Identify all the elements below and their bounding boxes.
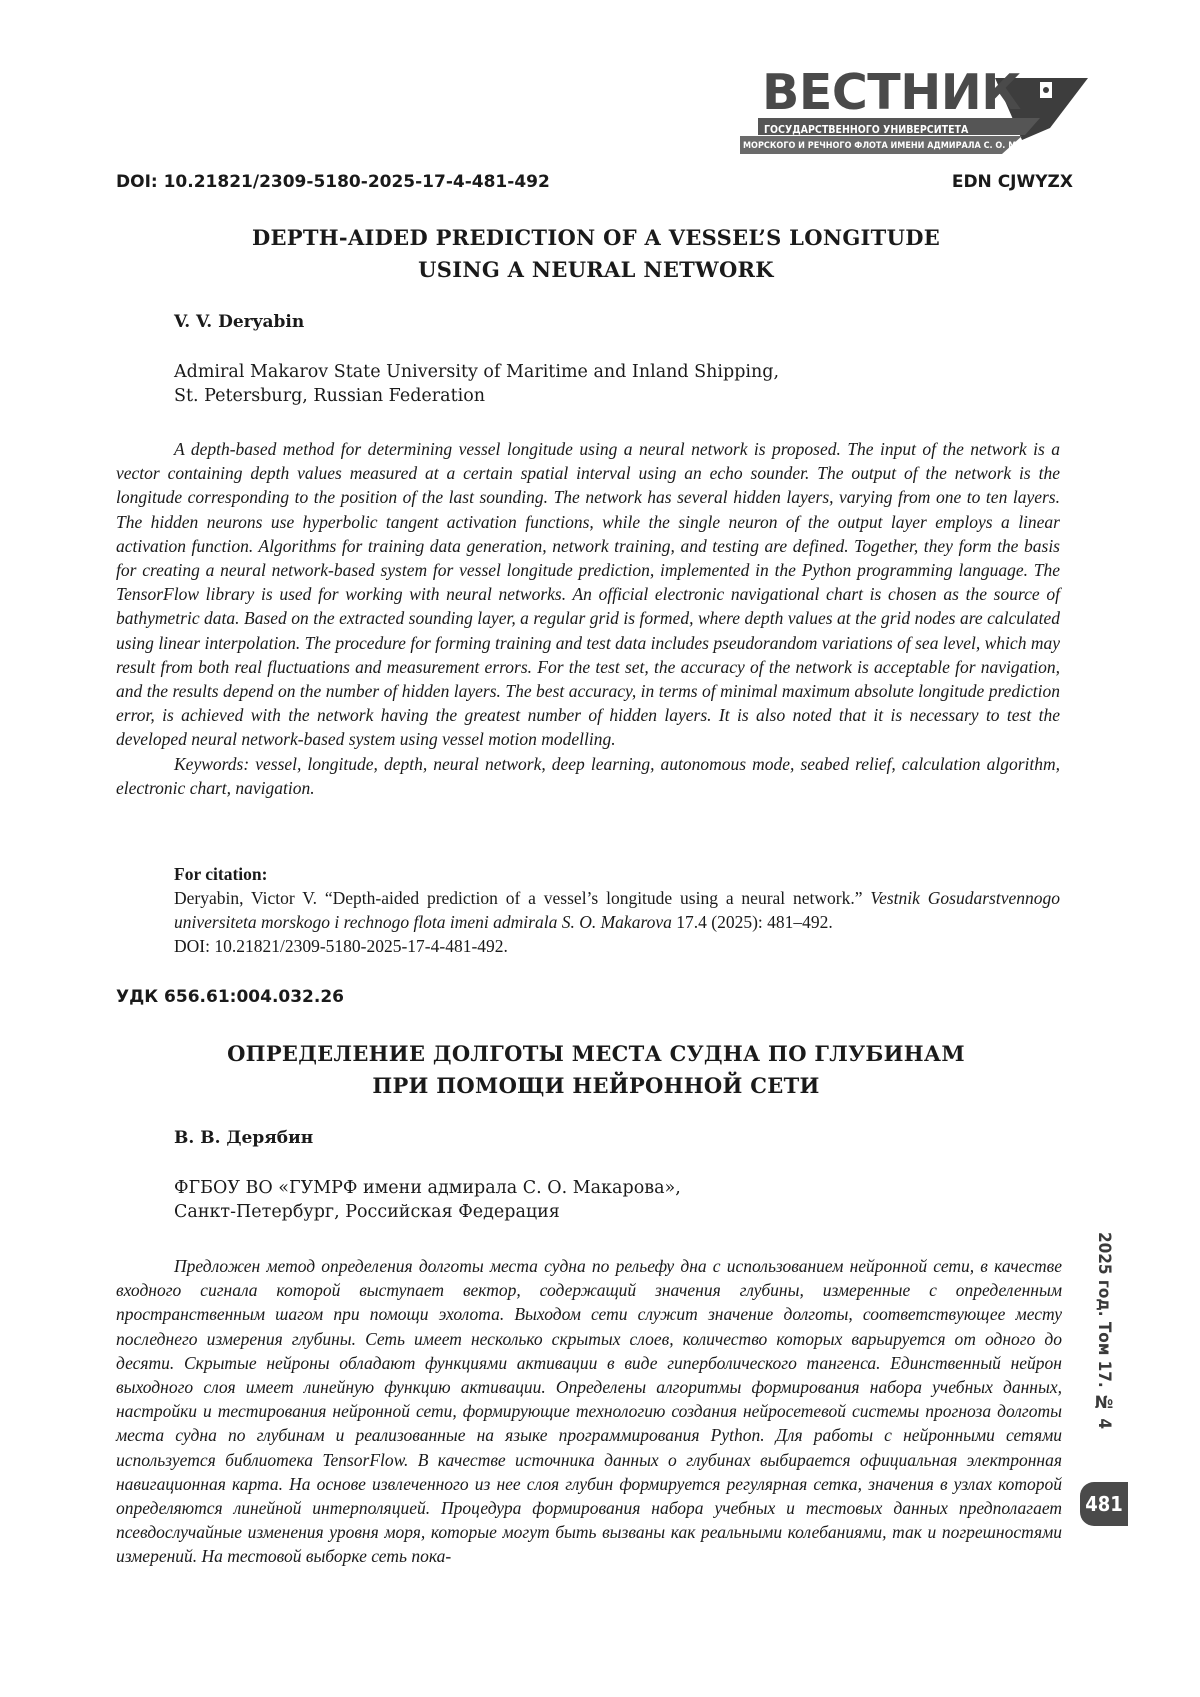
english-title-line-2: USING A NEURAL NETWORK bbox=[418, 257, 774, 282]
russian-affiliation bbox=[174, 1176, 681, 1224]
side-marker bbox=[1080, 1232, 1130, 1562]
russian-title-line-2: ПРИ ПОМОЩИ НЕЙРОННОЙ СЕТИ bbox=[372, 1073, 820, 1098]
edn: EDN CJWYZX bbox=[951, 172, 1073, 192]
english-title-line-1: DEPTH-AIDED PREDICTION OF A VESSEL’S LONGITUDE bbox=[251, 225, 941, 250]
udk: УДК 656.61:004.032.26 bbox=[116, 987, 345, 1007]
citation-label: For citation: bbox=[174, 864, 268, 884]
logo-subtitle-2: МОРСКОГО И РЕЧНОГО ФЛОТА ИМЕНИ АДМИРАЛА С. О. МАКАРОВА bbox=[743, 141, 1061, 151]
english-author: V. V. Deryabin bbox=[174, 312, 305, 332]
russian-affiliation-line-2: Санкт-Петербург, Российская Федерация bbox=[174, 1202, 560, 1222]
citation-text: Deryabin, Victor V. “Depth-aided prediction of a vessel’s longitude using a neural network.” bbox=[174, 888, 871, 908]
english-abstract bbox=[116, 437, 1060, 800]
logo-subtitle-1: ГОСУДАРСТВЕННОГО УНИВЕРСИТЕТА bbox=[764, 124, 969, 136]
english-title bbox=[116, 222, 1076, 286]
page-number: 481 bbox=[1080, 1482, 1128, 1526]
russian-abstract bbox=[116, 1254, 1062, 1569]
english-affiliation bbox=[174, 360, 779, 408]
russian-author: В. В. Дерябин bbox=[174, 1128, 314, 1148]
citation-doi: DOI: 10.21821/2309-5180-2025-17-4-481-492. bbox=[174, 936, 508, 956]
english-abstract-text: A depth-based method for determining vessel longitude using a neural network is proposed. The input of the network is a vector containing depth values measured at a certain spatial interval using an echo sounder. The output of the network is the longitude corresponding to the position of the last sounding. The network has several hidden layers, varying from one to ten layers. The hidden neurons use hyperbolic tangent activation functions, while the single neuron of the output layer employs a linear activation function. Algorithms for training data generation, network training, and testing are defined. Together, they form the basis for creating a neural network-based system for vessel longitude prediction, implemented in the Python programming language. The TensorFlow library is used for working with neural networks. An official electronic navigational chart is chosen as the source of bathymetric data. Based on the extracted sounding layer, a regular grid is formed, where depth values at the grid nodes are calculated using linear interpolation. The procedure for forming training and test data includes pseudorandom variations of sea level, which may result from both real fluctuations and measurement errors. For the test set, the accuracy of the network is acceptable for navigation, and the results depend on the number of hidden layers. The best accuracy, in terms of minimal maximum absolute longitude prediction error, is achieved with the network having the greatest number of hidden layers. It is also noted that it is necessary to test the developed neural network-based system using vessel motion modelling. bbox=[116, 439, 1060, 750]
journal-logo bbox=[740, 64, 1090, 154]
english-keywords: Keywords: vessel, longitude, depth, neural network, deep learning, autonomous mode, seabed relief, calculation algorithm, electronic chart, navigation. bbox=[116, 753, 1060, 798]
russian-title-line-1: ОПРЕДЕЛЕНИЕ ДОЛГОТЫ МЕСТА СУДНА ПО ГЛУБИНАМ bbox=[227, 1041, 965, 1066]
russian-abstract-text: Предложен метод определения долготы места судна по рельефу дна с использованием нейронной сети, в качестве входного сигнала которой выступает вектор, содержащий значения глубины, измеренные с определенным пространственным шагом при помощи эхолота. Выходом сети служит значение долготы, соответствующее месту последнего измерения глубины. Сеть имеет несколько скрытых слоев, количество которых варьируется от одного до десяти. Скрытые нейроны обладают функциями активации в виде гиперболического тангенса. Единственный нейрон выходного слоя имеет линейную функцию активации. Определены алгоритмы формирования набора учебных данных, настройки и тестирования нейронной сети, формирующие технологию создания нейросетевой системы прогноза долготы места судна по глубинам и реализованные на языке программирования Python. Для работы с нейронными сетями используется библиотека TensorFlow. В качестве источника данных о глубинах выбирается официальная электронная навигационная карта. На основе извлеченного из нее слоя глубин формируется регулярная сетка, значения в узлах которой определяются линейной интерполяцией. Процедура формирования набора учебных и тестовых данных предполагает псевдослучайные изменения уровня моря, которые могут быть вызваны как реальными колебаниями, так и погрешностями измерений. На тестовой выборке сеть пока- bbox=[116, 1256, 1062, 1567]
english-affiliation-line-1: Admiral Makarov State University of Maritime and Inland Shipping, bbox=[174, 362, 780, 382]
logo-wordmark: ВЕСТНИК bbox=[762, 64, 1021, 121]
russian-title bbox=[116, 1038, 1076, 1102]
russian-affiliation-line-1: ФГБОУ ВО «ГУМРФ имени адмирала С. О. Макарова», bbox=[174, 1178, 681, 1198]
doi: DOI: 10.21821/2309-5180-2025-17-4-481-492 bbox=[116, 172, 550, 192]
citation-journal: Vestnik Gosudarstvennogo universiteta morskogo i rechnogo flota imeni admirala S. O. Makarova bbox=[174, 888, 1060, 932]
english-affiliation-line-2: St. Petersburg, Russian Federation bbox=[174, 386, 486, 406]
citation-volume: 17.4 (2025): 481–492. bbox=[671, 912, 833, 932]
citation-block bbox=[174, 862, 1060, 958]
issue-label: 2025 год. Том 17. № 4 bbox=[1094, 1232, 1114, 1430]
